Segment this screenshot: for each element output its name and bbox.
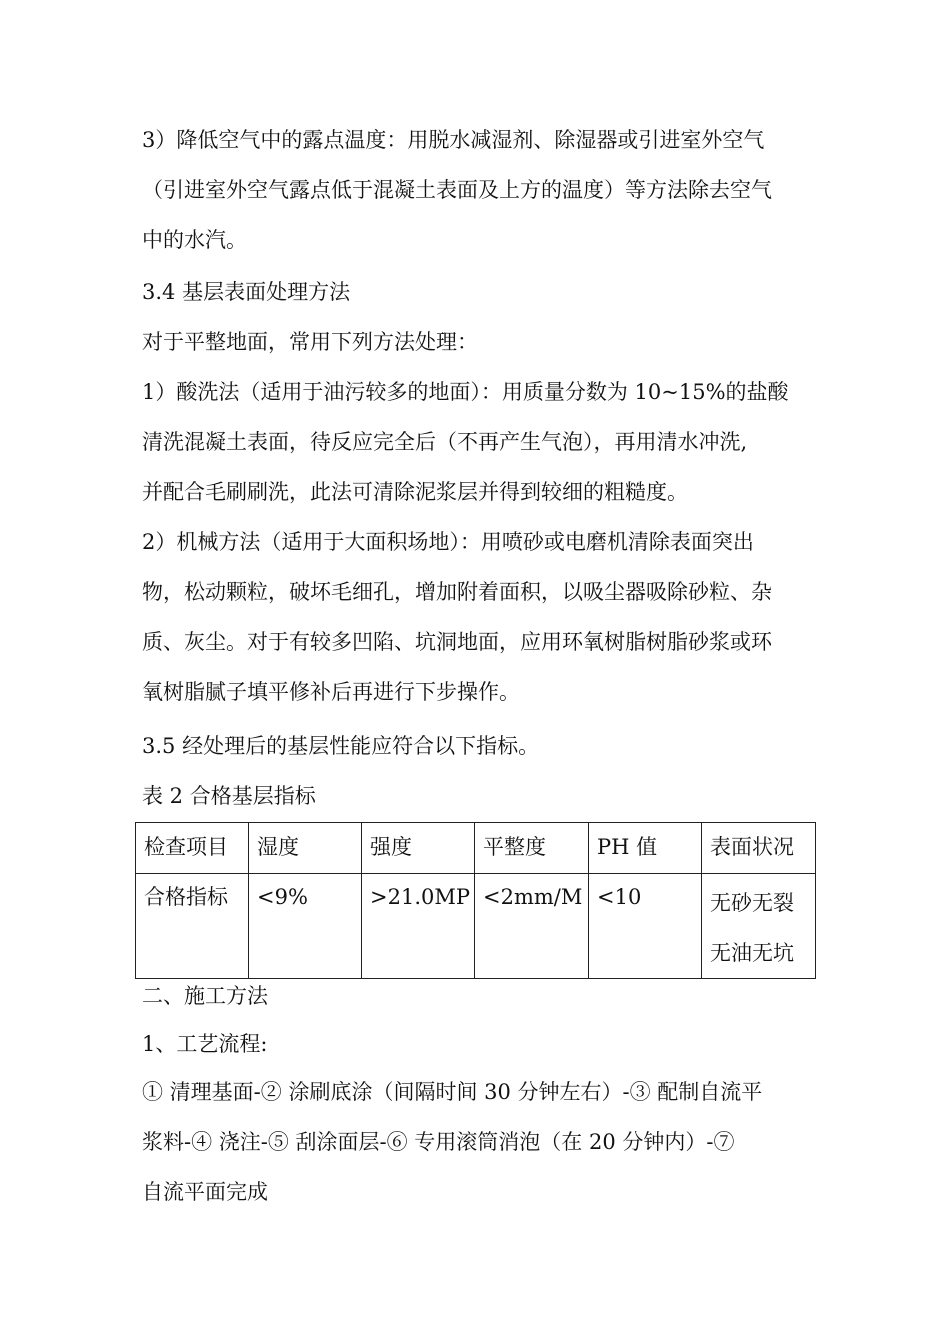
paragraph-line: 清洗混凝土表面，待反应完全后（不再产生气泡），再用清水冲洗,: [142, 430, 748, 454]
paragraph-line: 质、灰尘。对于有较多凹陷、坑洞地面，应用环氧树脂树脂砂浆或环: [142, 630, 772, 654]
table-header-row: [136, 823, 816, 874]
sub-heading: 1、工艺流程:: [142, 1032, 268, 1056]
table-row-label: 合格指标: [136, 874, 249, 979]
paragraph-line: 并配合毛刷刷洗，此法可清除泥浆层并得到较细的粗糙度。: [142, 480, 688, 504]
section-heading: 3.5 经处理后的基层性能应符合以下指标。: [142, 734, 540, 758]
table-cell: >21.0MP: [362, 874, 475, 979]
paragraph-line: 1）酸洗法（适用于油污较多的地面）：用质量分数为 10~15%的盐酸: [142, 380, 789, 404]
table-caption: 表 2 合格基层指标: [142, 784, 316, 808]
process-line: 自流平面完成: [142, 1180, 268, 1204]
paragraph-line: 中的水汽。: [142, 228, 247, 252]
table-header-cell: 湿度: [249, 823, 362, 874]
table-header-cell: PH 值: [589, 823, 702, 874]
table-header-cell: 表面状况: [702, 823, 816, 874]
paragraph-line: 3）降低空气中的露点温度：用脱水减湿剂、除湿器或引进室外空气: [142, 128, 765, 152]
paragraph-line: 对于平整地面，常用下列方法处理：: [142, 330, 478, 354]
process-line: 浆料-④ 浇注-⑤ 刮涂面层-⑥ 专用滚筒消泡（在 20 分钟内）-⑦: [142, 1130, 735, 1154]
section-heading: 3.4 基层表面处理方法: [142, 280, 351, 304]
table-cell: <2mm/M: [475, 874, 589, 979]
spec-table: [135, 822, 816, 979]
table-header-cell: 强度: [362, 823, 475, 874]
paragraph-line: 氧树脂腻子填平修补后再进行下步操作。: [142, 680, 520, 704]
section-heading: 二、施工方法: [142, 984, 268, 1008]
process-line: ① 清理基面-② 涂刷底涂（间隔时间 30 分钟左右）-③ 配制自流平: [142, 1080, 763, 1104]
paragraph-line: 物，松动颗粒，破坏毛细孔，增加附着面积，以吸尘器吸除砂粒、杂: [142, 580, 772, 604]
paragraph-line: （引进室外空气露点低于混凝土表面及上方的温度）等方法除去空气: [142, 178, 772, 202]
surface-line: 无油无坑: [710, 941, 794, 965]
table-cell: <9%: [249, 874, 362, 979]
paragraph-line: 2）机械方法（适用于大面积场地）：用喷砂或电磨机清除表面突出: [142, 530, 754, 554]
table-cell: <10: [589, 874, 702, 979]
table-cell-surface: [702, 874, 816, 979]
table-row: [136, 874, 816, 979]
table-header-cell: 检查项目: [136, 823, 249, 874]
surface-line: 无砂无裂: [710, 891, 794, 915]
table-header-cell: 平整度: [475, 823, 589, 874]
